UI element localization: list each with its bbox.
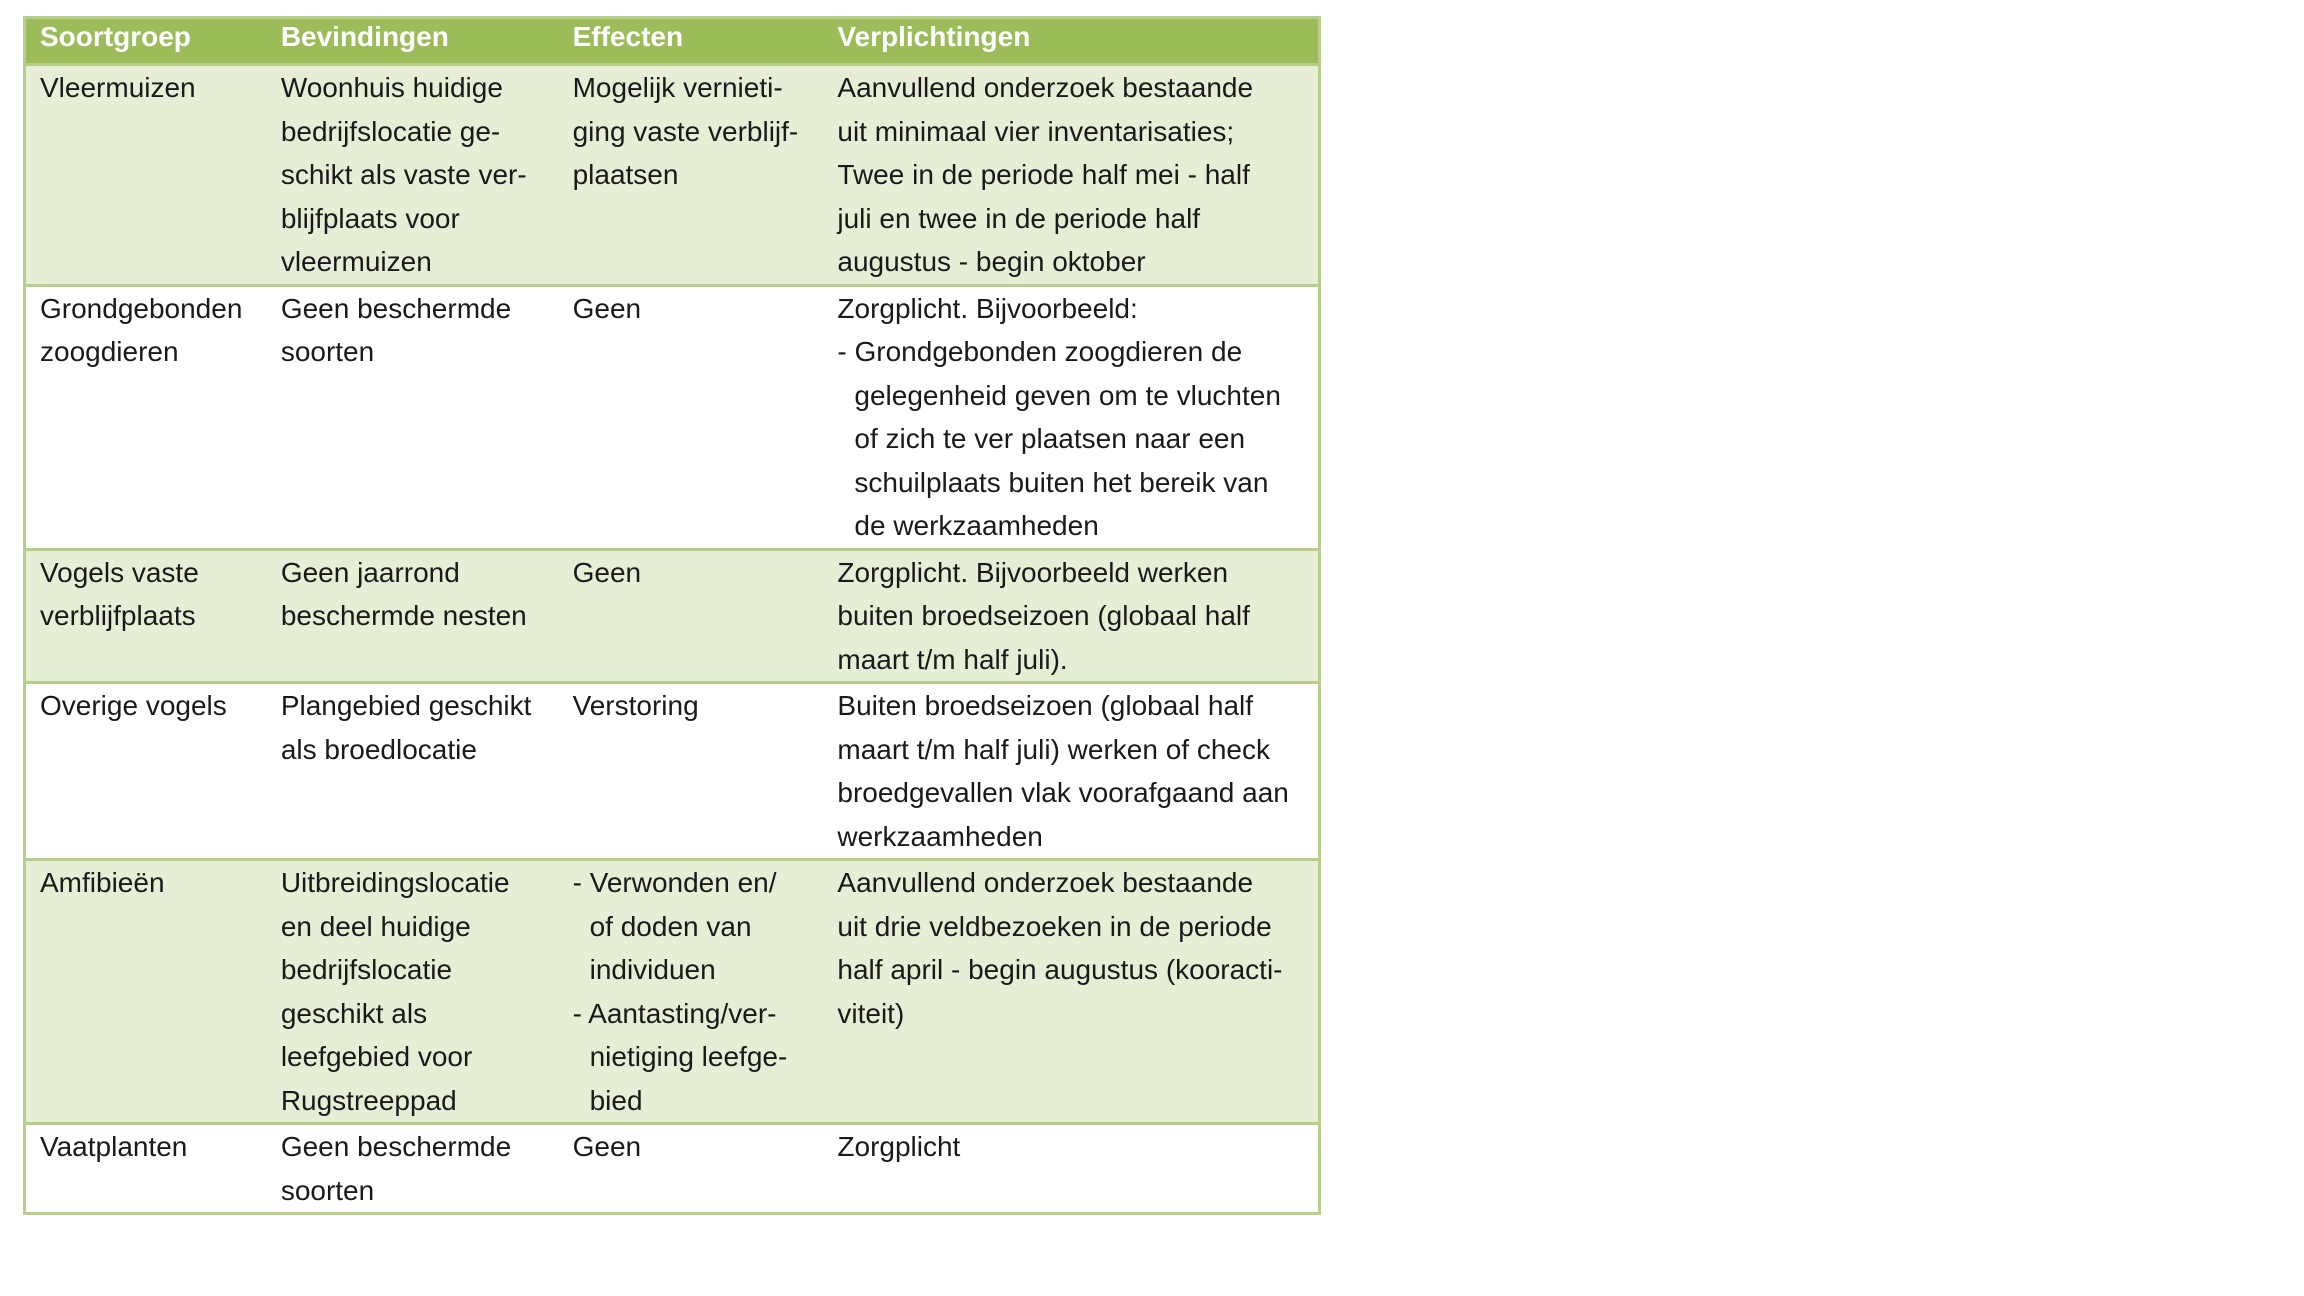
- cell-line: soorten: [280, 336, 375, 367]
- cell-line: Overige vogels: [40, 690, 227, 721]
- cell-line: half april - begin augustus (kooracti-: [837, 954, 1283, 985]
- cell-line: verblijfplaats: [40, 600, 196, 631]
- cell-soortgroep: [26, 66, 267, 284]
- cell-line: en deel huidige: [280, 910, 471, 942]
- cell-line: Geen: [572, 556, 642, 588]
- table-row: [26, 548, 1318, 682]
- cell-effecten: [559, 1125, 824, 1212]
- cell-line: Geen jaarrond: [280, 556, 460, 588]
- cell-verplichtingen: [823, 861, 1318, 1122]
- cell-line: maart t/m half juli) werken of check: [837, 733, 1270, 765]
- cell-line: de werkzaamheden: [854, 510, 1099, 541]
- cell-line: schikt als vaste ver-: [280, 159, 527, 190]
- cell-verplichtingen: [823, 66, 1318, 284]
- cell-line: Buiten broedseizoen (globaal half: [837, 690, 1254, 721]
- cell-line: buiten broedseizoen (globaal half: [837, 600, 1250, 631]
- cell-line: Zorgplicht. Bijvoorbeeld:: [837, 292, 1138, 324]
- table-row: [26, 858, 1318, 1122]
- cell-line: Verstoring: [572, 690, 699, 721]
- header-verplichtingen: Verplichtingen: [837, 21, 1031, 52]
- cell-line: - Aantasting/ver-: [572, 997, 777, 1029]
- cell-verplichtingen: [823, 684, 1318, 858]
- cell-verplichtingen: [823, 1125, 1318, 1212]
- cell-soortgroep: [26, 684, 267, 858]
- cell-bevindingen: [267, 1125, 559, 1212]
- cell-line: blijfplaats voor: [280, 202, 460, 234]
- cell-line: - Verwonden en/: [572, 867, 777, 898]
- cell-line: Aanvullend onderzoek bestaande: [837, 867, 1254, 898]
- cell-line: ging vaste verblijf-: [572, 115, 799, 147]
- cell-line: Amfibieën: [40, 867, 165, 898]
- cell-line: Zorgplicht. Bijvoorbeeld werken: [837, 556, 1229, 588]
- species-table: [23, 16, 1321, 1215]
- cell-soortgroep: [26, 287, 267, 548]
- cell-line: Geen beschermde: [280, 1131, 512, 1162]
- cell-effecten: [559, 287, 824, 548]
- cell-line: uit minimaal vier inventarisaties;: [837, 115, 1235, 147]
- cell-verplichtingen: [823, 551, 1318, 682]
- cell-soortgroep: [26, 861, 267, 1122]
- cell-line: geschikt als: [280, 997, 428, 1029]
- cell-line: individuen: [589, 954, 716, 985]
- cell-line: vleermuizen: [280, 246, 432, 277]
- cell-bevindingen: [267, 684, 559, 858]
- cell-soortgroep: [26, 551, 267, 682]
- cell-line: viteit): [837, 997, 905, 1029]
- cell-line: schuilplaats buiten het bereik van: [854, 466, 1269, 498]
- table-header-row: [26, 19, 1318, 63]
- cell-effecten: [559, 66, 824, 284]
- cell-line: leefgebied voor: [280, 1041, 473, 1072]
- cell-line: Woonhuis huidige: [280, 72, 503, 103]
- cell-line: Twee in de periode half mei - half: [837, 159, 1250, 190]
- cell-line: werkzaamheden: [837, 820, 1043, 852]
- cell-effecten: [559, 551, 824, 682]
- cell-line: beschermde nesten: [280, 600, 527, 631]
- cell-line: maart t/m half juli).: [837, 643, 1068, 675]
- cell-line: Plangebied geschikt: [280, 690, 532, 721]
- cell-line: Geen beschermde: [280, 292, 512, 324]
- cell-soortgroep: [26, 1125, 267, 1212]
- cell-line: Vogels vaste: [40, 556, 199, 588]
- cell-line: plaatsen: [572, 159, 679, 190]
- cell-line: of doden van: [589, 910, 752, 942]
- table-row: [26, 681, 1318, 858]
- cell-bevindingen: [267, 287, 559, 548]
- cell-line: Vaatplanten: [40, 1131, 188, 1162]
- cell-line: Grondgebonden: [40, 292, 243, 324]
- cell-line: zoogdieren: [40, 336, 179, 367]
- cell-line: bedrijfslocatie: [280, 954, 453, 985]
- cell-line: augustus - begin oktober: [837, 246, 1146, 277]
- cell-line: Vleermuizen: [40, 72, 196, 103]
- cell-line: bedrijfslocatie ge-: [280, 115, 501, 147]
- cell-line: juli en twee in de periode half: [837, 202, 1201, 234]
- cell-bevindingen: [267, 861, 559, 1122]
- table-row: [26, 63, 1318, 284]
- table-row: [26, 284, 1318, 548]
- cell-line: of zich te ver plaatsen naar een: [854, 423, 1246, 454]
- table-row: [26, 1122, 1318, 1212]
- cell-line: Geen: [572, 292, 642, 324]
- cell-line: als broedlocatie: [280, 733, 477, 765]
- header-bevindingen: Bevindingen: [280, 21, 449, 52]
- cell-line: soorten: [280, 1174, 375, 1206]
- cell-line: - Grondgebonden zoogdieren de: [837, 336, 1243, 367]
- cell-effecten: [559, 861, 824, 1122]
- cell-line: broedgevallen vlak voorafgaand aan: [837, 777, 1289, 808]
- header-soortgroep: Soortgroep: [40, 21, 191, 52]
- header-effecten: Effecten: [572, 21, 684, 52]
- cell-line: Rugstreeppad: [280, 1084, 457, 1116]
- cell-line: gelegenheid geven om te vluchten: [854, 379, 1281, 411]
- cell-line: Zorgplicht: [837, 1131, 961, 1162]
- cell-line: Mogelijk vernieti-: [572, 72, 783, 103]
- cell-line: uit drie veldbezoeken in de periode: [837, 910, 1272, 942]
- cell-line: Aanvullend onderzoek bestaande: [837, 72, 1254, 103]
- cell-effecten: [559, 684, 824, 858]
- cell-line: Geen: [572, 1131, 642, 1162]
- cell-verplichtingen: [823, 287, 1318, 548]
- cell-bevindingen: [267, 66, 559, 284]
- cell-line: Uitbreidingslocatie: [280, 867, 510, 898]
- cell-line: nietiging leefge-: [589, 1041, 788, 1072]
- cell-line: bied: [589, 1084, 643, 1116]
- cell-bevindingen: [267, 551, 559, 682]
